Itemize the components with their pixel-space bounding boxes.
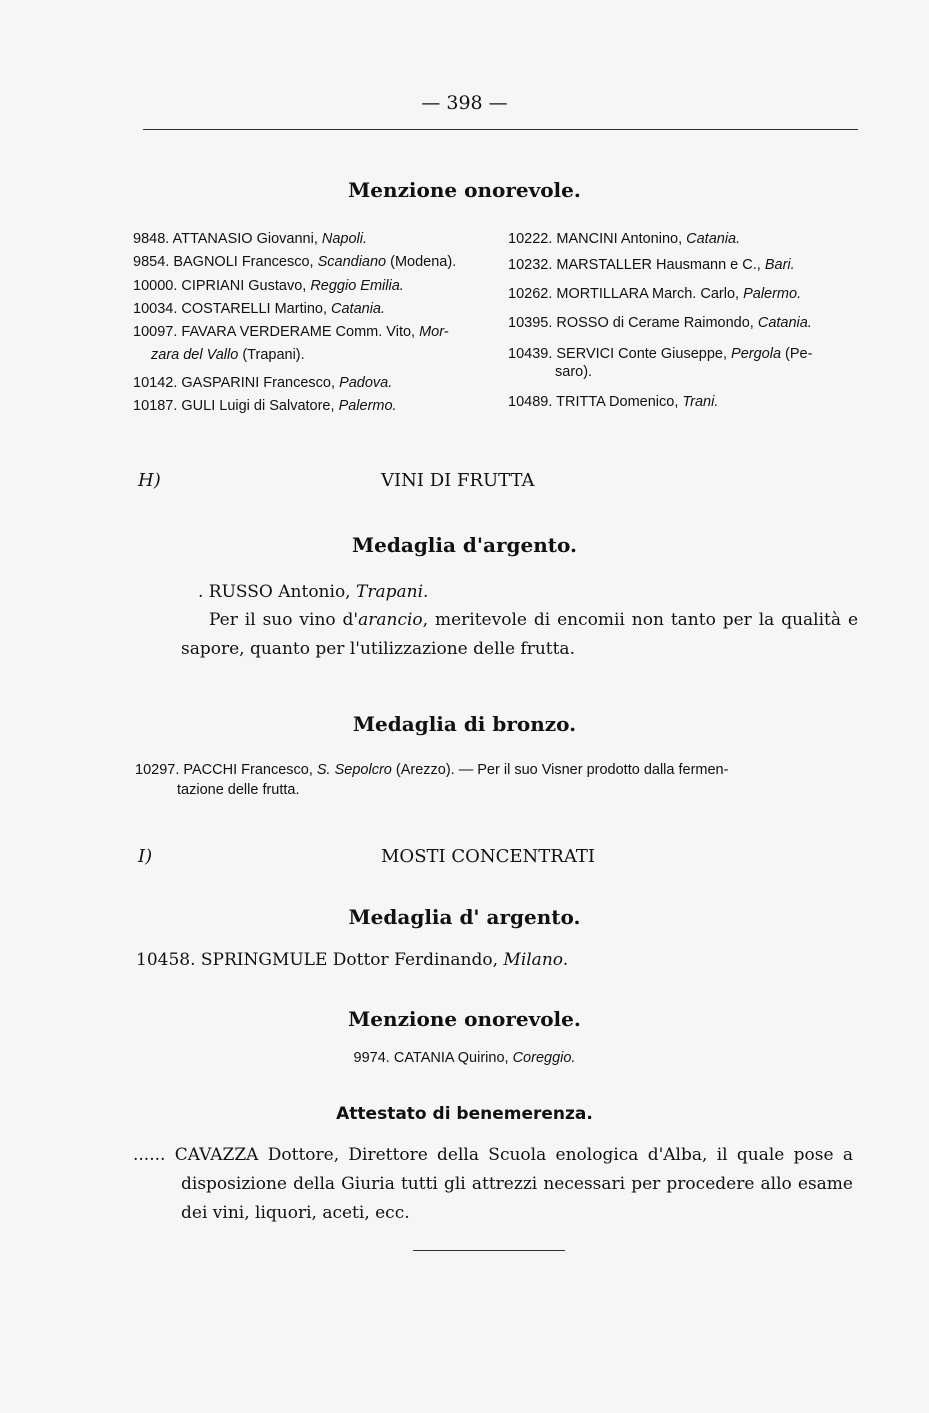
section-title: VINI DI FRUTTA xyxy=(381,470,535,491)
entry-province: (Pe- xyxy=(781,346,813,362)
entry-place: Trani. xyxy=(682,394,719,410)
entry-place: S. Sepolcro xyxy=(316,762,392,778)
entry-province: (Modena). xyxy=(386,254,457,270)
attestato-heading: Attestato di benemerenza. xyxy=(336,1104,593,1124)
list-item xyxy=(133,229,367,249)
entry-number: 10232. xyxy=(508,257,553,273)
entry-place: Catania. xyxy=(686,231,741,247)
entry-name: SERVICI Conte Giuseppe, xyxy=(556,346,732,362)
entry-name: TRITTA Domenico, xyxy=(556,394,683,410)
list-item xyxy=(508,392,718,412)
awardee-name: . RUSSO Antonio, xyxy=(198,582,356,602)
entry-place: zara del Vallo xyxy=(151,347,239,363)
list-item xyxy=(133,252,456,272)
list-item xyxy=(133,322,449,342)
list-item-continuation xyxy=(151,345,305,365)
entry-place: Padova. xyxy=(339,375,393,391)
award-name-line xyxy=(136,946,856,975)
entry-number: 10262. xyxy=(508,286,553,302)
list-item xyxy=(0,1048,929,1068)
entry-name: COSTARELLI Martino, xyxy=(181,301,331,317)
entry-name: MORTILLARA March. Carlo, xyxy=(556,286,744,302)
list-item xyxy=(135,760,728,780)
entry-name: FAVARA VERDERAME Comm. Vito, xyxy=(181,324,420,340)
entry-number: 9848. xyxy=(133,231,170,247)
entry-place: Catania. xyxy=(331,301,386,317)
entry-place: Coreggio. xyxy=(512,1050,576,1066)
list-item xyxy=(508,313,812,333)
entry-place: Catania. xyxy=(757,315,812,331)
entry-number: 10395. xyxy=(508,315,553,331)
list-item xyxy=(133,299,385,319)
entry-description: (Arezzo). — Per il suo Visner prodotto dalla fermen- xyxy=(391,762,729,778)
entry-name: GULI Luigi di Salvatore, xyxy=(181,398,339,414)
entry-description: tazione delle frutta. xyxy=(177,782,300,798)
entry-number: 10097. xyxy=(133,324,178,340)
entry-number: 10142. xyxy=(133,375,178,391)
entry-name: CATANIA Quirino, xyxy=(393,1050,513,1066)
award-name-line xyxy=(198,578,858,607)
entry-number: 10187. xyxy=(133,398,178,414)
list-item xyxy=(508,229,740,249)
entry-name: MANCINI Antonino, xyxy=(556,231,687,247)
menzione-heading: Menzione onorevole. xyxy=(348,1007,581,1031)
entry-number: 10034. xyxy=(133,301,178,317)
description-italic: arancio xyxy=(358,610,423,630)
entry-place: Reggio Emilia. xyxy=(310,278,404,294)
entry-name: ATTANASIO Giovanni, xyxy=(172,231,322,247)
entry-place: Scandiano xyxy=(317,254,387,270)
entry-name: GASPARINI Francesco, xyxy=(181,375,340,391)
section-letter: I) xyxy=(138,846,153,867)
entry-province: (Trapani). xyxy=(238,347,305,363)
entry-name: CIPRIANI Gustavo, xyxy=(181,278,311,294)
section-title: MOSTI CONCENTRATI xyxy=(381,846,595,867)
awardee-name: SPRINGMULE Dottor Ferdinando, xyxy=(200,950,504,970)
list-item-continuation xyxy=(177,780,300,800)
page-number: — 398 — xyxy=(421,92,508,114)
entry-name: PACCHI Francesco, xyxy=(183,762,317,778)
entry-name: BAGNOLI Francesco, xyxy=(173,254,318,270)
entry-number: 9974. xyxy=(353,1050,390,1066)
list-item xyxy=(508,284,801,304)
entry-number: 10489. xyxy=(508,394,553,410)
medaglia-argento-heading: Medaglia d'argento. xyxy=(352,533,577,557)
entry-name: ROSSO di Cerame Raimondo, xyxy=(556,315,758,331)
entry-place: Mor- xyxy=(419,324,449,340)
entry-number: 10297. xyxy=(135,762,180,778)
header-rule xyxy=(143,129,858,130)
entry-place: Palermo. xyxy=(338,398,397,414)
entry-province: saro). xyxy=(555,364,593,380)
medaglia-argento-heading: Medaglia d' argento. xyxy=(348,905,581,929)
list-item xyxy=(133,276,404,296)
entry-name: MARSTALLER Hausmann e C., xyxy=(556,257,765,273)
entry-place: Bari. xyxy=(764,257,795,273)
list-item xyxy=(508,255,795,275)
entry-place: Palermo. xyxy=(743,286,802,302)
entry-place: Pergola xyxy=(731,346,782,362)
entry-number: 10439. xyxy=(508,346,553,362)
entry-number: 9854. xyxy=(133,254,170,270)
awardee-place: Milano. xyxy=(503,950,569,970)
medaglia-bronzo-heading: Medaglia di bronzo. xyxy=(352,712,577,736)
list-item-continuation xyxy=(555,362,592,382)
description-text: Per il suo vino d' xyxy=(209,610,359,630)
list-item xyxy=(133,396,397,416)
attestato-text: ...... CAVAZZA Dottore, Direttore della Scuola enologica d'Alba, il quale pose a disposizione della Giuria tutti gli attrezzi necessari per procedere allo esame dei vini, liquori, aceti, ecc. xyxy=(133,1145,853,1223)
menzione-heading: Menzione onorevole. xyxy=(348,178,581,202)
list-item xyxy=(133,373,392,393)
footer-rule xyxy=(413,1250,565,1251)
entry-number: 10000. xyxy=(133,278,178,294)
award-description xyxy=(181,606,858,664)
section-letter: H) xyxy=(138,470,161,491)
description-text: , meritevole di encomii non tanto per la qualità e sapore, quanto per l'utilizzazione delle frutta. xyxy=(181,610,858,659)
list-item xyxy=(508,344,812,364)
awardee-place: Trapani. xyxy=(356,582,429,602)
entry-number: 10458. xyxy=(136,950,196,970)
entry-place: Napoli. xyxy=(321,231,368,247)
entry-number: 10222. xyxy=(508,231,553,247)
